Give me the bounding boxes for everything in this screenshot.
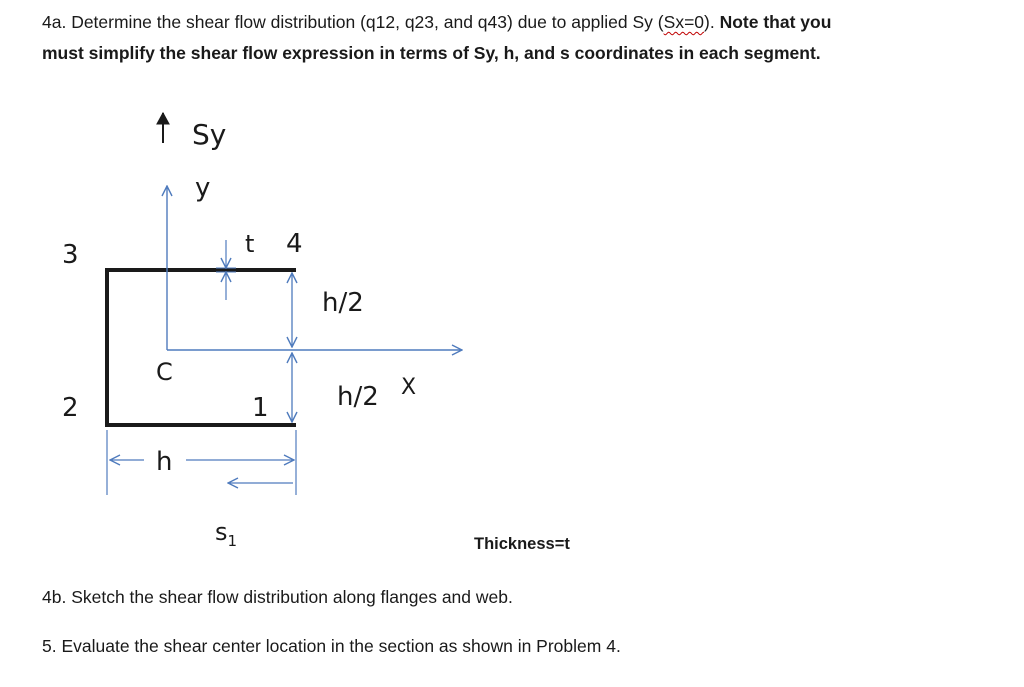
node-3-label: 3 — [62, 240, 79, 270]
centroid-label: C — [156, 358, 173, 386]
width-label: h — [156, 447, 173, 477]
upper-half-height-label: h/2 — [322, 288, 364, 318]
problem-4a-line2: must simplify the shear flow expression in terms of Sy, h, and s coordinates in each segment. — [42, 43, 821, 63]
path-coordinate-base: s — [215, 518, 228, 546]
lower-half-height-label: h/2 — [337, 382, 379, 412]
x-axis-label: X — [401, 375, 417, 400]
path-coordinate-sub: 1 — [227, 532, 238, 550]
path-coordinate-label — [215, 518, 237, 550]
y-axis-label: y — [195, 173, 211, 203]
problem-4a-suffix: ). — [704, 12, 720, 32]
problem-4a-condition: Sx=0 — [663, 12, 705, 32]
node-4-label: 4 — [286, 229, 303, 259]
node-1-label: 1 — [252, 393, 269, 423]
thickness-note: Thickness=t — [474, 535, 570, 553]
thickness-symbol: t — [245, 230, 255, 258]
problem-4a-prefix: 4a. Determine the shear flow distribution (q12, q23, and q43) due to applied Sy ( — [42, 12, 664, 32]
problem-5: 5. Evaluate the shear center location in the section as shown in Problem 4. — [42, 636, 621, 656]
problem-4b: 4b. Sketch the shear flow distribution along flanges and web. — [42, 587, 513, 607]
load-label: Sy — [192, 118, 227, 151]
node-2-label: 2 — [62, 393, 79, 423]
problem-4a-note-start: Note that you — [719, 12, 832, 32]
